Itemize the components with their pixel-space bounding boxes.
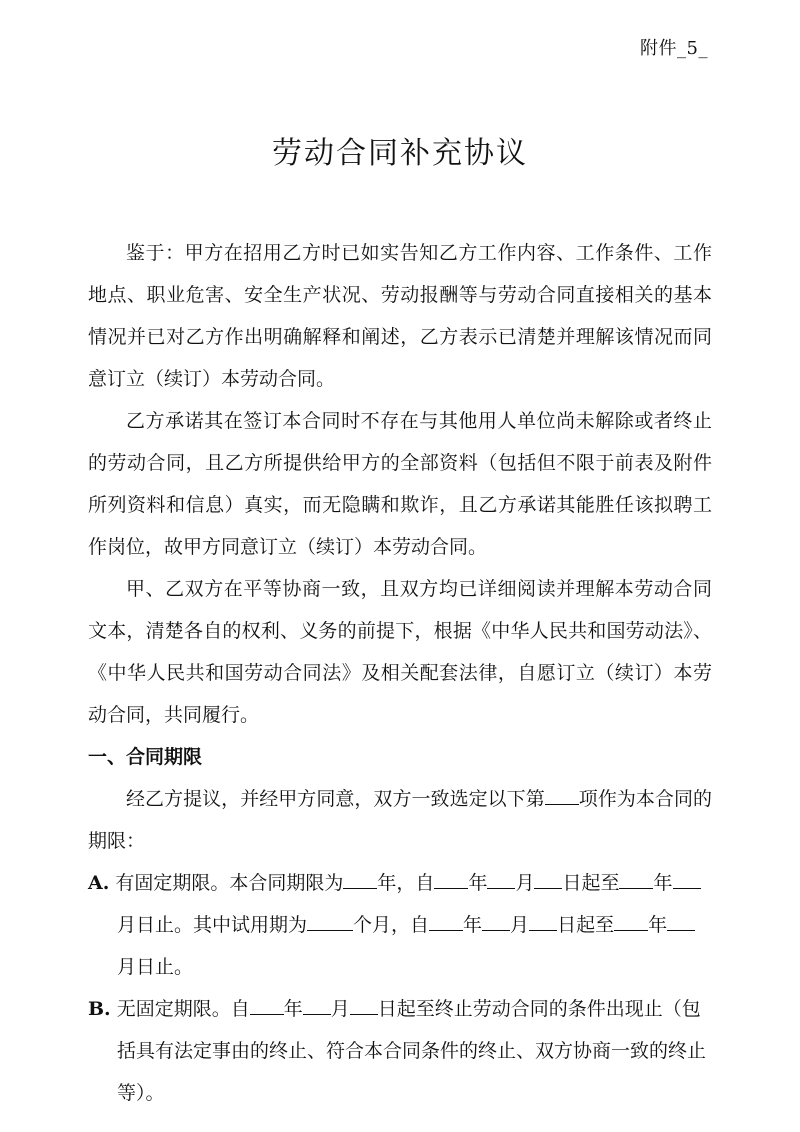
end-month-blank[interactable] xyxy=(673,868,701,889)
open-start-day-blank[interactable] xyxy=(350,994,378,1015)
open-start-year-blank[interactable] xyxy=(250,994,284,1015)
option-a-text: 日起至 xyxy=(562,872,620,894)
start-month-blank[interactable] xyxy=(487,868,515,889)
term-intro-text-2: 项作为本合同的期限： xyxy=(88,788,712,852)
document-body xyxy=(88,232,712,1114)
option-number-blank[interactable] xyxy=(545,784,579,805)
probation-start-day-blank[interactable] xyxy=(529,910,557,931)
option-a-text: 有固定期限。本合同期限为 xyxy=(115,872,344,894)
option-a-text: 年 xyxy=(648,914,668,936)
open-start-month-blank[interactable] xyxy=(303,994,331,1015)
option-b-key: B. xyxy=(88,998,111,1020)
option-a-text: 月 xyxy=(515,872,535,894)
probation-end-month-blank[interactable] xyxy=(667,910,695,931)
probation-start-year-blank[interactable] xyxy=(429,910,463,931)
option-b xyxy=(88,988,712,1114)
paragraph-whereas: 鉴于：甲方在招用乙方时已如实告知乙方工作内容、工作条件、工作地点、职业危害、安全生产状况、劳动报酬等与劳动合同直接相关的基本情况并已对乙方作出明确解释和阐述，乙方表示已清楚并理解该情况而同意订立（续订）本劳动合同。 xyxy=(88,242,712,390)
option-a-text: 月日止。 xyxy=(117,956,194,978)
term-years-blank[interactable] xyxy=(343,868,377,889)
end-year-blank[interactable] xyxy=(619,868,653,889)
option-a-text: 年 xyxy=(468,872,488,894)
option-a xyxy=(88,862,712,988)
option-a-text: 日起至 xyxy=(557,914,615,936)
document-title: 劳动合同补充协议 xyxy=(272,136,528,171)
paragraph-agreement: 甲、乙双方在平等协商一致，且双方均已详细阅读并理解本劳动合同文本，清楚各自的权利、义务的前提下，根据《中华人民共和国劳动法》、《中华人民共和国劳动合同法》及相关配套法律，自愿订立（续订）本劳动合同，共同履行。 xyxy=(88,578,712,726)
option-a-text: 月日止。其中试用期为 xyxy=(117,914,308,936)
option-a-text: 月 xyxy=(510,914,530,936)
option-b-text: 日起至终止劳动合同的条件出现止（包括具有法定事由的终止、符合本合同条件的终止、双方协商一致的终止等）。 xyxy=(117,998,707,1104)
probation-end-year-blank[interactable] xyxy=(614,910,648,931)
probation-start-month-blank[interactable] xyxy=(482,910,510,931)
start-day-blank[interactable] xyxy=(534,868,562,889)
start-year-blank[interactable] xyxy=(434,868,468,889)
probation-months-blank[interactable] xyxy=(307,910,353,931)
option-a-text: 年，自 xyxy=(377,872,435,894)
section-heading-term: 一、合同期限 xyxy=(88,746,203,768)
option-b-text: 年 xyxy=(283,998,303,1020)
paragraph-commitment: 乙方承诺其在签订本合同时不存在与其他用人单位尚未解除或者终止的劳动合同，且乙方所提供给甲方的全部资料（包括但不限于前表及附件所列资料和信息）真实，而无隐瞒和欺诈，且乙方承诺其能胜任该拟聘工作岗位，故甲方同意订立（续订）本劳动合同。 xyxy=(88,410,712,558)
term-intro xyxy=(88,778,712,862)
option-a-text: 年 xyxy=(653,872,673,894)
option-a-key: A. xyxy=(88,872,110,894)
term-intro-text: 经乙方提议，并经甲方同意，双方一致选定以下第 xyxy=(126,788,545,810)
option-a-text: 年 xyxy=(463,914,483,936)
option-b-text: 无固定期限。自 xyxy=(116,998,250,1020)
option-b-text: 月 xyxy=(330,998,350,1020)
annex-label: 附件_5_ xyxy=(640,38,708,59)
option-a-text: 个月，自 xyxy=(353,914,430,936)
